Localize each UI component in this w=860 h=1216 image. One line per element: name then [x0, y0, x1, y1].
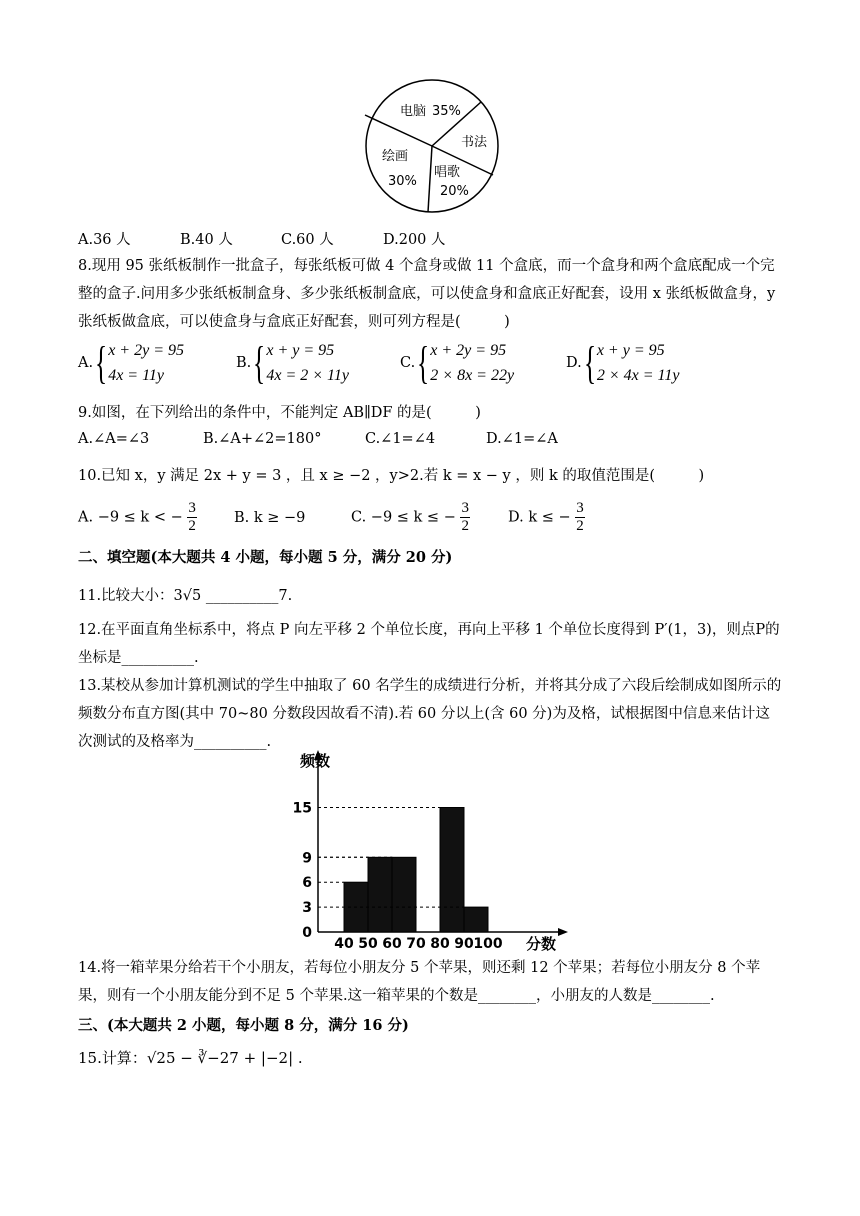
question-14: 14.将一箱苹果分给若干个小朋友，若每位小朋友分 5 个苹果，则还剩 12 个苹果；若每位小朋友分 8 个苹果，则有一个小朋友能分到不足 5 个苹果.这一箱苹果的个数是________，小朋友的人数是________.	[78, 960, 761, 1004]
question-9: 9.如图，在下列给出的条件中，不能判定 AB∥DF 的是( )	[78, 405, 481, 421]
pie-label: 电脑	[400, 104, 427, 119]
brace-icon: {	[583, 337, 596, 388]
histogram-bar	[464, 907, 488, 932]
x-axis-arrow	[558, 928, 568, 936]
pie-chart	[362, 78, 502, 218]
q7-option-a: A.36 人	[78, 232, 131, 248]
q7-option-d: D.200 人	[383, 232, 446, 248]
q10-option-d: D. k ≤ − $\frac{3}{2}$	[508, 500, 584, 534]
y-tick-label: 0	[302, 925, 312, 941]
fraction: $\frac{3}{2}$	[461, 500, 469, 534]
question-8: 8.现用 95 张纸板制作一批盒子，每张纸板可做 4 个盒身或做 11 个盒底，而一个盒身和两个盒底配成一个完整的盒子.问用多少张纸板制盒身、多少张纸板制盒底，可以使盒身和盒底正好配套，设用 x 张纸板做盒身，y 张纸板做盒底，可以使盒身与盒底正好配套，则可列方程是( )	[78, 258, 776, 330]
q10-option-a: A. −9 ≤ k < − $\frac{3}{2}$	[78, 500, 196, 534]
pie-label: 唱歌	[434, 165, 461, 180]
pie-label: 20%	[440, 184, 469, 199]
brace-icon: {	[253, 337, 266, 388]
section-heading: 三、(本大题共 2 小题，每小题 8 分，满分 16 分)	[78, 1017, 409, 1034]
q9-option-b: B.∠A+∠2=180°	[203, 431, 322, 447]
question-15: 15.计算：√25 − ∛−27 + |−2| .	[78, 1049, 303, 1067]
histogram-bar	[392, 857, 416, 932]
fraction: $\frac{3}{2}$	[576, 500, 584, 534]
q10-option-c: C. −9 ≤ k ≤ − $\frac{3}{2}$	[351, 500, 469, 534]
question-10: 10.已知 x，y 满足 2x + y = 3 ，且 x ≥ −2 ，y>2.若 k = x − y ，则 k 的取值范围是( )	[78, 468, 705, 484]
pie-label: 绘画	[382, 149, 409, 164]
question-13: 13.某校从参加计算机测试的学生中抽取了 60 名学生的成绩进行分析，并将其分成了六段后绘制成如图所示的频数分布直方图(其中 70~80 分数段因故看不清).若 60 分以上(含 60 分)为及格，试根据图中信息来估计这次测试的及格率为__________.	[78, 678, 782, 750]
pie-label: 35%	[432, 104, 461, 119]
histogram	[288, 742, 578, 954]
pie-label: 30%	[388, 174, 417, 189]
x-tick-label: 60	[382, 936, 402, 952]
x-axis-label: 分数	[526, 935, 557, 953]
x-tick-label: 100	[473, 936, 503, 952]
brace-icon: {	[417, 337, 430, 388]
x-tick-label: 40	[334, 936, 354, 952]
q8-option-b: B. { x + y = 95 4x = 2 × 11y	[236, 337, 349, 388]
q8-option-c: C. { x + 2y = 95 2 × 8x = 22y	[400, 337, 515, 388]
x-tick-label: 50	[358, 936, 378, 952]
q9-option-a: A.∠A=∠3	[78, 431, 150, 447]
q10-option-b: B. k ≥ −9	[234, 510, 306, 526]
x-tick-label: 90	[454, 936, 474, 952]
q7-option-c: C.60 人	[281, 232, 334, 248]
x-tick-label: 80	[430, 936, 450, 952]
pie-label: 书法	[461, 135, 488, 150]
q8-option-a: A. { x + 2y = 95 4x = 11y	[78, 337, 184, 388]
question-11: 11.比较大小：3√5 __________7.	[78, 588, 293, 604]
y-tick-label: 6	[302, 875, 312, 892]
fraction: $\frac{3}{2}$	[188, 500, 196, 534]
y-tick-label: 9	[302, 850, 312, 867]
y-axis-label: 频数	[300, 752, 331, 770]
y-tick-label: 15	[292, 800, 312, 817]
y-tick-label: 3	[302, 900, 312, 917]
q7-option-b: B.40 人	[180, 232, 233, 248]
x-tick-label: 70	[406, 936, 426, 952]
question-12: 12.在平面直角坐标系中，将点 P 向左平移 2 个单位长度，再向上平移 1 个单位长度得到 P′(1，3)，则点P的坐标是__________.	[78, 622, 780, 666]
q9-option-d: D.∠1=∠A	[486, 431, 558, 447]
histogram-bar	[440, 808, 464, 933]
section-heading: 二、填空题(本大题共 4 小题，每小题 5 分，满分 20 分)	[78, 549, 453, 566]
q9-option-c: C.∠1=∠4	[365, 431, 436, 447]
brace-icon: {	[95, 337, 108, 388]
histogram-bar	[368, 857, 392, 932]
q8-option-d: D. { x + y = 95 2 × 4x = 11y	[566, 337, 680, 388]
